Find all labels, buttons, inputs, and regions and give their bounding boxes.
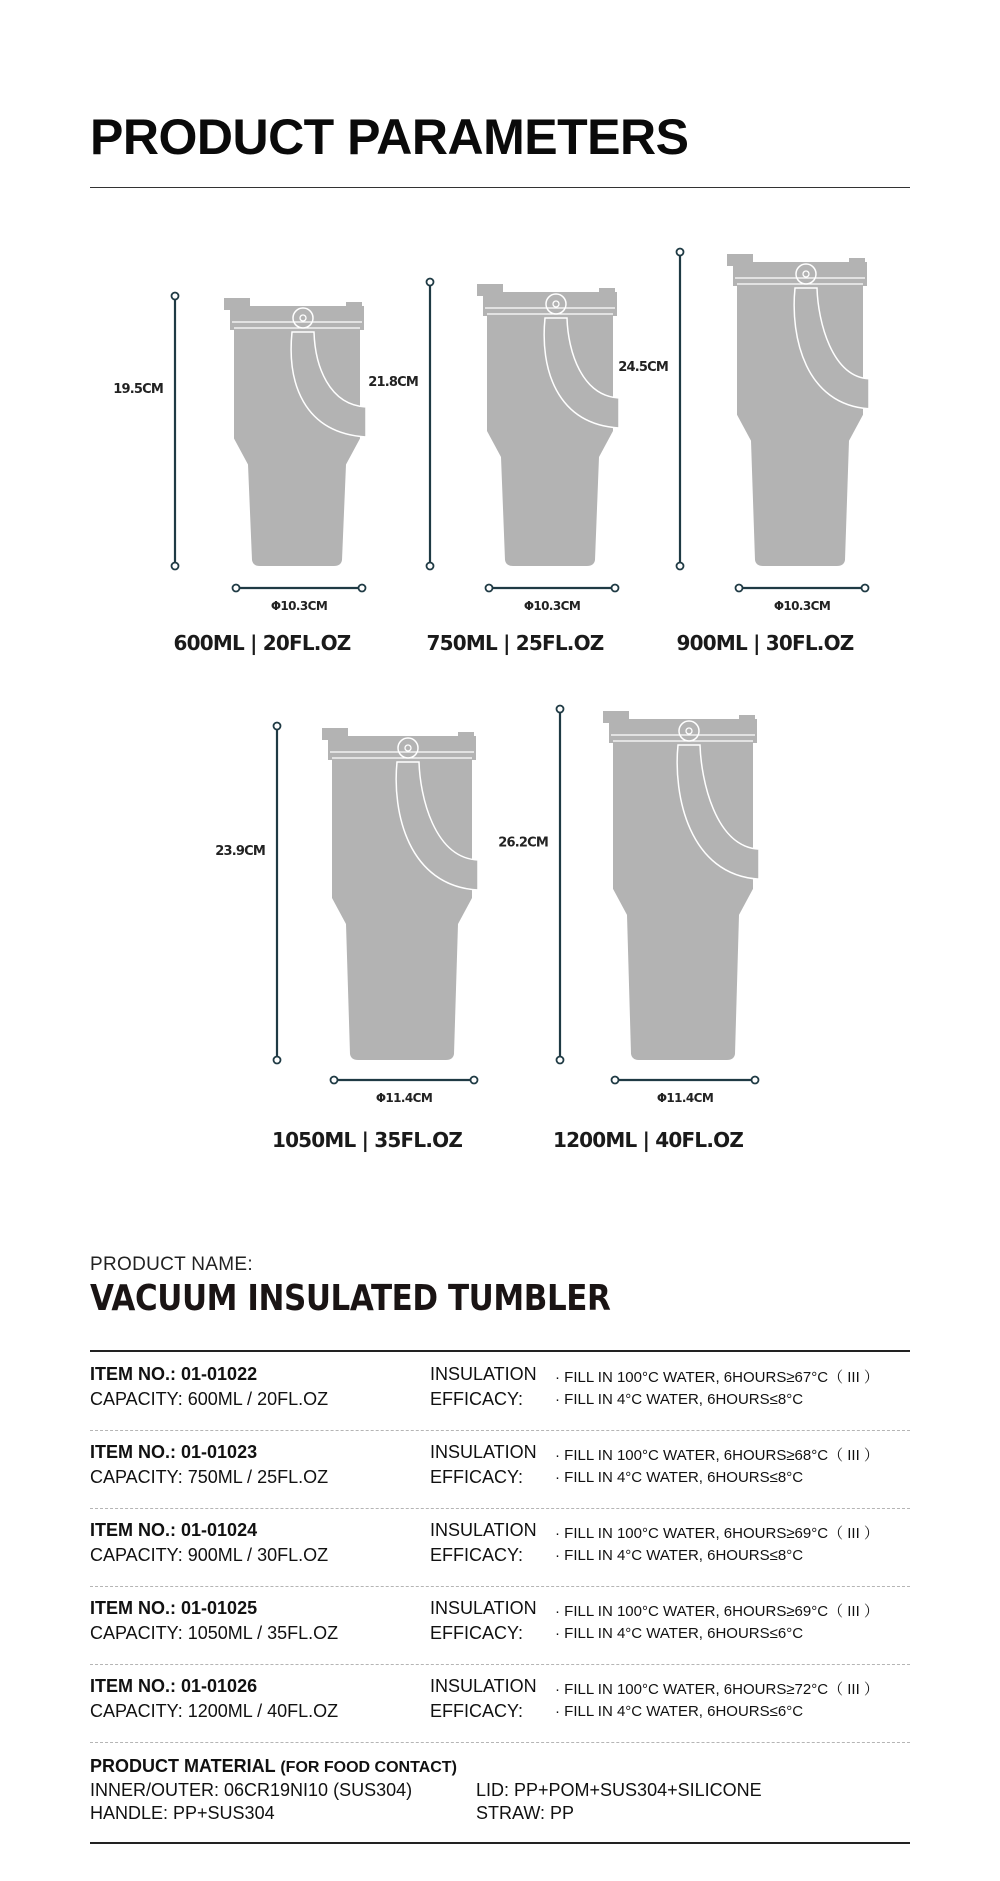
item-capacity: CAPACITY: 750ML / 25FL.OZ: [90, 1467, 329, 1487]
efficacy-label: EFFICACY:: [430, 1389, 524, 1409]
capacity-label: 900ML | 30FL.OZ: [676, 631, 854, 655]
lid-tab: [346, 302, 362, 310]
capacity-label: 1200ML | 40FL.OZ: [552, 1128, 744, 1152]
efficacy-label: EFFICACY:: [430, 1701, 524, 1721]
item-number: ITEM NO.: 01-01022: [90, 1364, 258, 1384]
capacity-label: 750ML | 25FL.OZ: [426, 631, 604, 655]
height-label: 21.8CM: [368, 375, 418, 390]
item-number: ITEM NO.: 01-01023: [90, 1442, 258, 1462]
item-number: ITEM NO.: 01-01024: [90, 1520, 258, 1540]
cold-retention: · FILL IN 4°C WATER, 6HOURS≤8°C: [555, 1547, 804, 1564]
item-number: ITEM NO.: 01-01026: [90, 1676, 258, 1696]
tumbler-5: [498, 706, 759, 1153]
spec-row: [90, 1352, 910, 1431]
lid-tab: [849, 258, 865, 266]
item-capacity: CAPACITY: 1050ML / 35FL.OZ: [90, 1623, 339, 1643]
cold-retention: · FILL IN 4°C WATER, 6HOURS≤8°C: [555, 1469, 804, 1486]
diameter-label: Φ10.3CM: [270, 599, 328, 613]
lid-tab: [599, 288, 615, 296]
cold-retention: · FILL IN 4°C WATER, 6HOURS≤6°C: [555, 1703, 804, 1720]
straw-spout: [603, 711, 629, 723]
efficacy-label: EFFICACY:: [430, 1623, 524, 1643]
height-label: 19.5CM: [113, 382, 163, 397]
insulation-label: INSULATION: [430, 1676, 537, 1696]
capacity-label: 600ML | 20FL.OZ: [173, 631, 351, 655]
diameter-label: Φ10.3CM: [523, 599, 581, 613]
material-title-text: PRODUCT MATERIAL: [90, 1756, 276, 1776]
straw-spout: [727, 254, 753, 266]
insulation-label: INSULATION: [430, 1520, 537, 1540]
hot-retention: · FILL IN 100°C WATER, 6HOURS≥72°C（ III ）: [555, 1681, 879, 1698]
material-straw: STRAW: PP: [476, 1803, 575, 1823]
material-handle: HANDLE: PP+SUS304: [90, 1803, 275, 1823]
efficacy-label: EFFICACY:: [430, 1467, 524, 1487]
height-label: 23.9CM: [215, 844, 265, 859]
height-label: 26.2CM: [498, 835, 548, 851]
height-label: 24.5CM: [618, 360, 668, 375]
tumbler-1: [113, 293, 366, 656]
spec-row: [90, 1508, 910, 1587]
cold-retention: · FILL IN 4°C WATER, 6HOURS≤6°C: [555, 1625, 804, 1642]
product-name: VACUUM INSULATED TUMBLER: [90, 1278, 611, 1319]
lid-tab: [739, 715, 755, 723]
spec-row: [90, 1430, 910, 1509]
lid-tab: [458, 732, 474, 740]
insulation-label: INSULATION: [430, 1598, 537, 1618]
page-title: PRODUCT PARAMETERS: [90, 109, 689, 165]
item-capacity: CAPACITY: 900ML / 30FL.OZ: [90, 1545, 329, 1565]
item-capacity: CAPACITY: 1200ML / 40FL.OZ: [90, 1701, 339, 1721]
insulation-label: INSULATION: [430, 1364, 537, 1384]
material-lid: LID: PP+POM+SUS304+SILICONE: [476, 1780, 762, 1800]
product-name-label: PRODUCT NAME:: [90, 1254, 253, 1275]
item-number: ITEM NO.: 01-01025: [90, 1598, 258, 1618]
material-inner-outer: INNER/OUTER: 06CR19NI10 (SUS304): [90, 1780, 413, 1800]
diameter-label: Φ11.4CM: [375, 1091, 433, 1105]
insulation-label: INSULATION: [430, 1442, 537, 1462]
capacity-label: 1050ML | 35FL.OZ: [271, 1128, 463, 1152]
material-title-note: (FOR FOOD CONTACT): [280, 1759, 457, 1776]
straw-spout: [224, 298, 250, 310]
cold-retention: · FILL IN 4°C WATER, 6HOURS≤8°C: [555, 1391, 804, 1408]
diameter-label: Φ10.3CM: [773, 599, 831, 613]
hot-retention: · FILL IN 100°C WATER, 6HOURS≥69°C（ III ）: [555, 1525, 879, 1542]
straw-spout: [322, 728, 348, 740]
hot-retention: · FILL IN 100°C WATER, 6HOURS≥69°C（ III ）: [555, 1603, 879, 1620]
spec-row: [90, 1586, 910, 1665]
efficacy-label: EFFICACY:: [430, 1545, 524, 1565]
item-capacity: CAPACITY: 600ML / 20FL.OZ: [90, 1389, 329, 1409]
page-bottom-rule: [90, 1842, 910, 1844]
tumbler-4: [215, 723, 478, 1153]
straw-spout: [477, 284, 503, 296]
diameter-label: Φ11.4CM: [656, 1091, 714, 1105]
tumbler-3: [618, 249, 869, 656]
hot-retention: · FILL IN 100°C WATER, 6HOURS≥67°C（ III ）: [555, 1369, 879, 1386]
material-title: [90, 1756, 457, 1777]
tumbler-2: [368, 279, 619, 656]
hot-retention: · FILL IN 100°C WATER, 6HOURS≥68°C（ III ）: [555, 1447, 879, 1464]
spec-row: [90, 1664, 910, 1743]
